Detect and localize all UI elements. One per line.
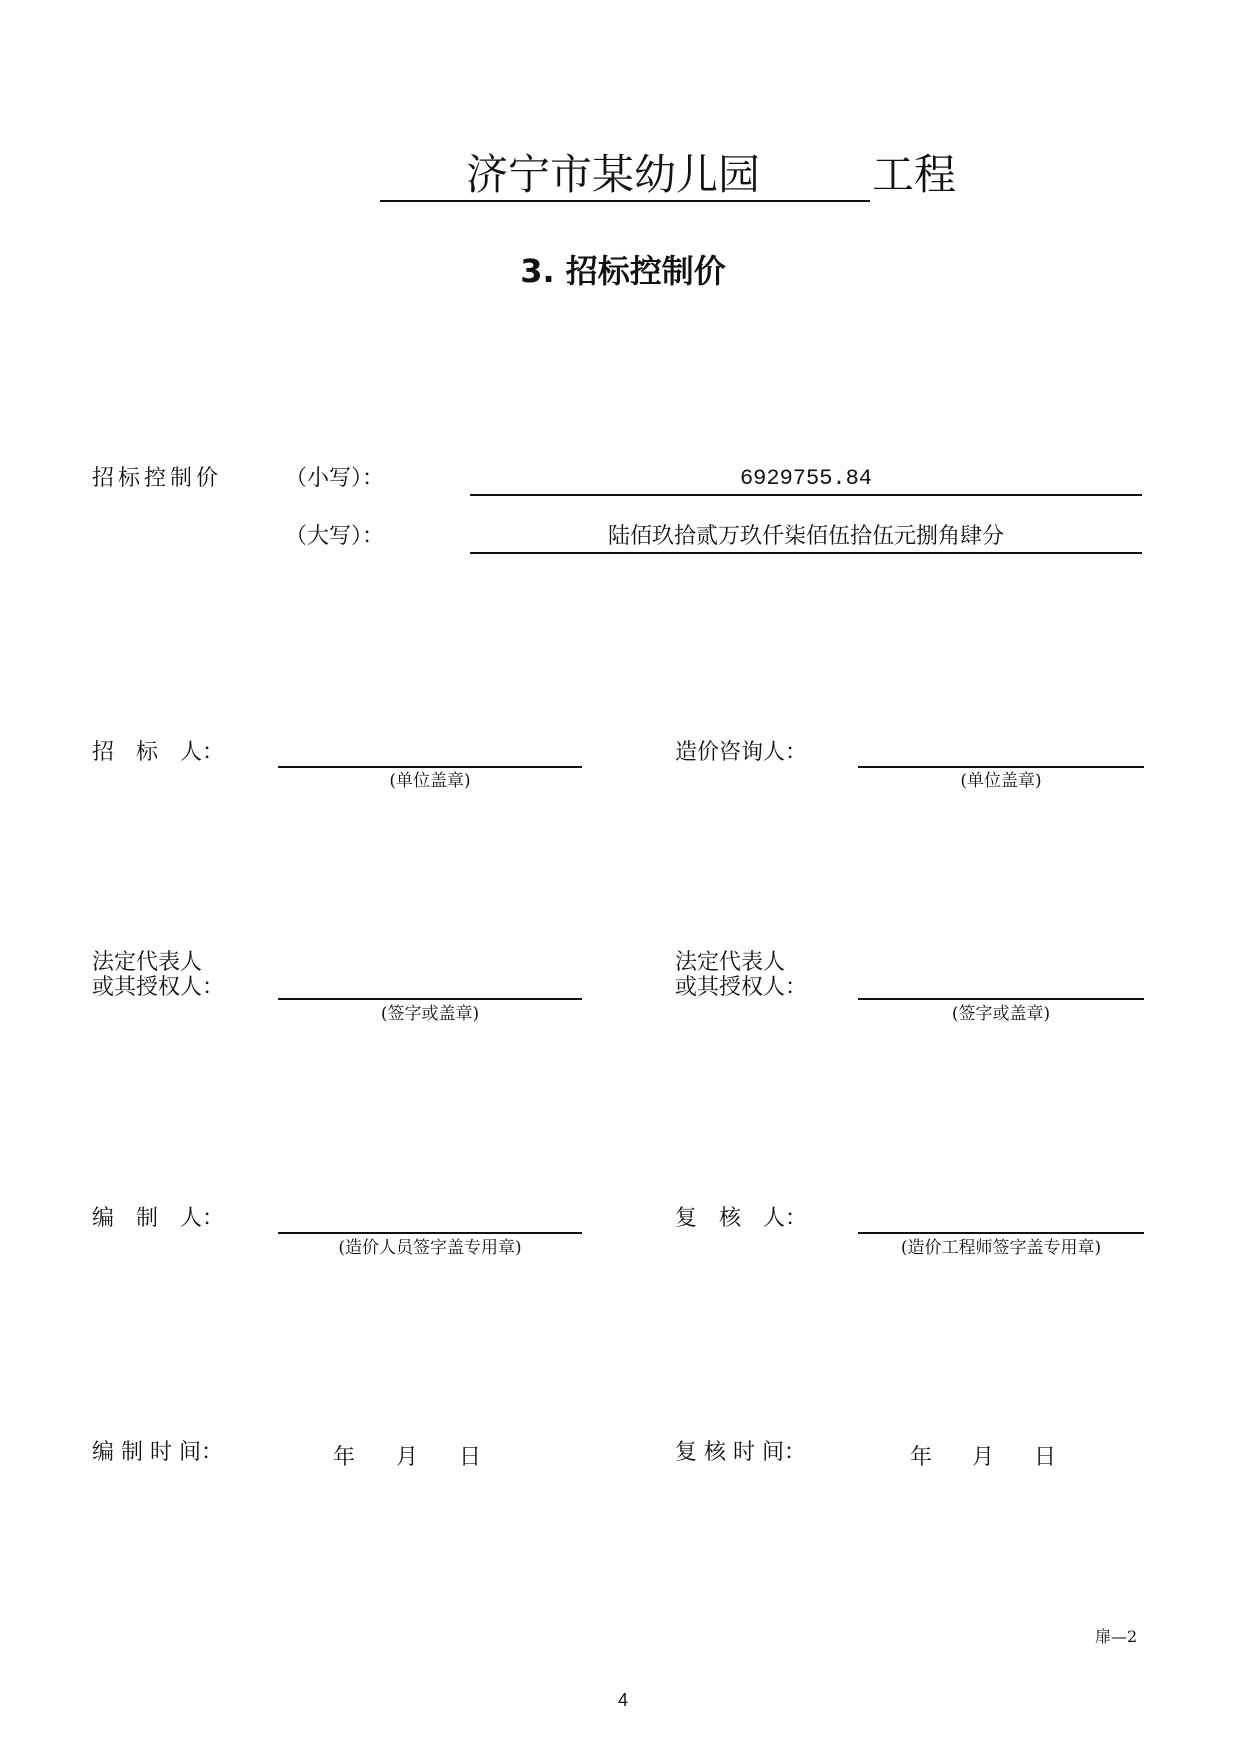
consultant-rep-label-line2: 或其授权人： bbox=[675, 975, 808, 1000]
tenderer-rep-label-line1: 法定代表人 bbox=[92, 950, 203, 975]
form-code: 扉—2 bbox=[1095, 1627, 1138, 1646]
consultant-label: 造价咨询人： bbox=[675, 740, 808, 765]
lowercase-label: （小写）： bbox=[285, 466, 385, 491]
compiler-hint: (造价人员签字盖专用章) bbox=[338, 1238, 522, 1258]
project-name-underline bbox=[380, 200, 870, 202]
review-date-day[interactable]: 日 bbox=[1034, 1445, 1057, 1470]
project-suffix: 工程 bbox=[872, 150, 957, 199]
consultant-signature-line[interactable] bbox=[858, 766, 1144, 768]
reviewer-label: 复 核 人： bbox=[675, 1206, 808, 1231]
section-title: 3. 招标控制价 bbox=[520, 252, 726, 290]
compiler-label: 编 制 人： bbox=[92, 1206, 225, 1231]
lowercase-value: 6929755.84 bbox=[739, 466, 873, 491]
tenderer-label: 招 标 人： bbox=[92, 740, 225, 765]
uppercase-underline bbox=[470, 552, 1142, 554]
compile-date-day[interactable]: 日 bbox=[459, 1445, 482, 1470]
reviewer-hint: (造价工程师签字盖专用章) bbox=[900, 1238, 1102, 1258]
lowercase-underline bbox=[470, 494, 1142, 496]
reviewer-signature-line[interactable] bbox=[858, 1232, 1144, 1234]
review-date-year[interactable]: 年 bbox=[910, 1445, 933, 1470]
tenderer-signature-line[interactable] bbox=[278, 766, 582, 768]
consultant-rep-signature-line[interactable] bbox=[858, 998, 1144, 1000]
price-label: 招标控制价 bbox=[92, 466, 223, 491]
uppercase-label: （大写）： bbox=[285, 524, 385, 549]
tenderer-hint: (单位盖章) bbox=[389, 771, 471, 791]
compile-date-month[interactable]: 月 bbox=[396, 1445, 419, 1470]
consultant-rep-label-line1: 法定代表人 bbox=[675, 950, 786, 975]
uppercase-value: 陆佰玖拾贰万玖仟柒佰伍拾伍元捌角肆分 bbox=[607, 524, 1004, 549]
tenderer-rep-hint: (签字或盖章) bbox=[380, 1004, 480, 1024]
consultant-rep-hint: (签字或盖章) bbox=[951, 1004, 1051, 1024]
tenderer-rep-label-line2: 或其授权人： bbox=[92, 975, 225, 1000]
tenderer-rep-signature-line[interactable] bbox=[278, 998, 582, 1000]
page-number: 4 bbox=[617, 1690, 628, 1710]
consultant-hint: (单位盖章) bbox=[960, 771, 1042, 791]
project-name: 济宁市某幼儿园 bbox=[466, 150, 761, 199]
compile-date-label: 编 制 时 间： bbox=[92, 1440, 223, 1465]
compile-date-year[interactable]: 年 bbox=[333, 1445, 356, 1470]
review-date-month[interactable]: 月 bbox=[972, 1445, 995, 1470]
review-date-label: 复 核 时 间： bbox=[675, 1440, 806, 1465]
compiler-signature-line[interactable] bbox=[278, 1232, 582, 1234]
